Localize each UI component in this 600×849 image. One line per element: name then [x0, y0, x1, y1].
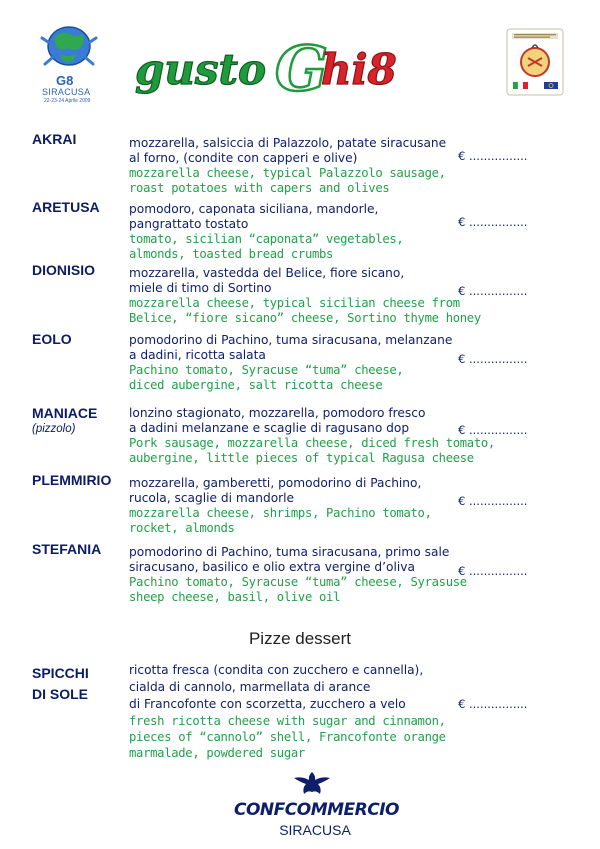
ingredients-italian-line: pomodorino di Pachino, tuma siracusana, melanzane — [129, 333, 453, 347]
price-placeholder: € ................ — [458, 215, 528, 229]
ingredients-english-line: mozzarella cheese, shrimps, Pachino tomato, — [129, 506, 432, 520]
price-placeholder: € ................ — [458, 564, 528, 578]
ingredients-english-line: Pachino tomato, Syracuse “tuma” cheese, Syrasuse — [129, 575, 467, 589]
ingredients-english-line: Pachino tomato, Syracuse “tuma” cheese, — [129, 363, 404, 377]
pizza-name: PLEMMIRIO — [32, 472, 112, 488]
price-placeholder: € ................ — [458, 423, 528, 437]
price-placeholder: € ................ — [458, 697, 528, 711]
confcommercio-logo — [234, 770, 399, 840]
price-placeholder: € ................ — [458, 352, 528, 366]
dessert-ingredients-english-line: marmalade, powdered sugar — [129, 746, 305, 760]
price-placeholder: € ................ — [458, 284, 528, 298]
ingredients-italian-line: siracusano, basilico e olio extra vergine d’oliva — [129, 560, 415, 574]
ingredients-italian-line: lonzino stagionato, mozzarella, pomodoro fresco — [129, 406, 426, 420]
g8-label: G8 — [56, 73, 74, 88]
dessert-ingredients-italian-line: di Francofonte con scorzetta, zucchero a velo — [129, 697, 406, 711]
ingredients-english-line: tomato, sicilian “caponata” vegetables, — [129, 232, 404, 246]
ingredients-english-line: mozzarella cheese, typical Palazzolo sausage, — [129, 166, 446, 180]
ingredients-italian-line: mozzarella, vastedda del Belice, fiore sicano, — [129, 266, 405, 280]
dessert-name-line2: DI SOLE — [32, 686, 89, 702]
dessert-ingredients-english-line: pieces of “cannolo” shell, Francofonte orange — [129, 730, 446, 744]
g8-date: 22-23-24 Aprile 2009 — [44, 98, 91, 104]
title-part1: gusto — [135, 45, 266, 94]
pizza-name: MANIACE — [32, 405, 98, 421]
gustoghi8-title-logo — [135, 30, 445, 100]
dessert-section-title: Pizze dessert — [248, 629, 352, 648]
ingredients-italian-line: mozzarella, gamberetti, pomodorino di Pachino, — [129, 476, 422, 490]
footer-city: SIRACUSA — [279, 822, 351, 838]
dessert-ingredients-italian-line: cialda di cannolo, marmellata di arance — [129, 680, 371, 694]
dessert-name-line1: SPICCHI — [32, 665, 89, 681]
ingredients-italian-line: pomodorino di Pachino, tuma siracusana, primo sale — [129, 545, 450, 559]
dessert-ingredients-english-line: fresh ricotta cheese with sugar and cinnamon, — [129, 714, 446, 728]
ingredients-italian-line: rucola, scaglie di mandorle — [129, 491, 295, 505]
ingredients-english-line: mozzarella cheese, typical sicilian cheese from — [129, 296, 460, 310]
pizza-name: STEFANIA — [32, 541, 102, 557]
ingredients-italian-line: miele di timo di Sortino — [129, 281, 272, 295]
pizza-subtitle: (pizzolo) — [32, 423, 76, 435]
ingredients-english-line: sheep cheese, basil, olive oil — [129, 590, 341, 604]
ingredients-english-line: aubergine, little pieces of typical Ragusa cheese — [129, 451, 474, 465]
ingredients-english-line: Belice, “fiore sicano” cheese, Sortino thyme honey — [129, 311, 481, 325]
title-part2: hi8 — [321, 45, 397, 94]
title-g: G — [275, 32, 328, 100]
pizza-name: AKRAI — [32, 131, 77, 147]
ingredients-italian-line: mozzarella, salsiccia di Palazzolo, patate siracusane — [129, 136, 447, 150]
pizza-federation-badge — [506, 28, 564, 96]
ingredients-english-line: almonds, toasted bread crumbs — [129, 247, 334, 261]
ingredients-italian-line: a dadini, ricotta salata — [129, 348, 266, 362]
pizza-name: ARETUSA — [32, 199, 100, 215]
ingredients-italian-line: al forno, (condite con capperi e olive) — [129, 151, 358, 165]
ingredients-english-line: diced aubergine, salt ricotta cheese — [129, 378, 383, 392]
eagle-icon — [292, 770, 332, 798]
footer-brand: CONFCOMMERCIO — [234, 800, 399, 820]
ingredients-english-line: roast potatoes with capers and olives — [129, 181, 390, 195]
g8-city: SIRACUSA — [42, 87, 91, 97]
globe-turtle-icon — [40, 22, 98, 74]
ingredients-italian-line: a dadini melanzane e scaglie di ragusano dop — [129, 421, 410, 435]
pizza-name: EOLO — [32, 331, 72, 347]
ingredients-english-line: rocket, almonds — [129, 521, 235, 535]
price-placeholder: € ................ — [458, 494, 528, 508]
ingredients-italian-line: pomodoro, caponata siciliana, mandorle, — [129, 202, 379, 216]
price-placeholder: € ................ — [458, 149, 528, 163]
pizza-name: DIONISIO — [32, 262, 96, 278]
ingredients-english-line: Pork sausage, mozzarella cheese, diced fresh tomato, — [129, 436, 495, 450]
g8-siracusa-logo — [34, 22, 114, 106]
ingredients-italian-line: pangrattato tostato — [129, 217, 249, 231]
dessert-ingredients-italian-line: ricotta fresca (condita con zucchero e cannella), — [129, 663, 424, 677]
